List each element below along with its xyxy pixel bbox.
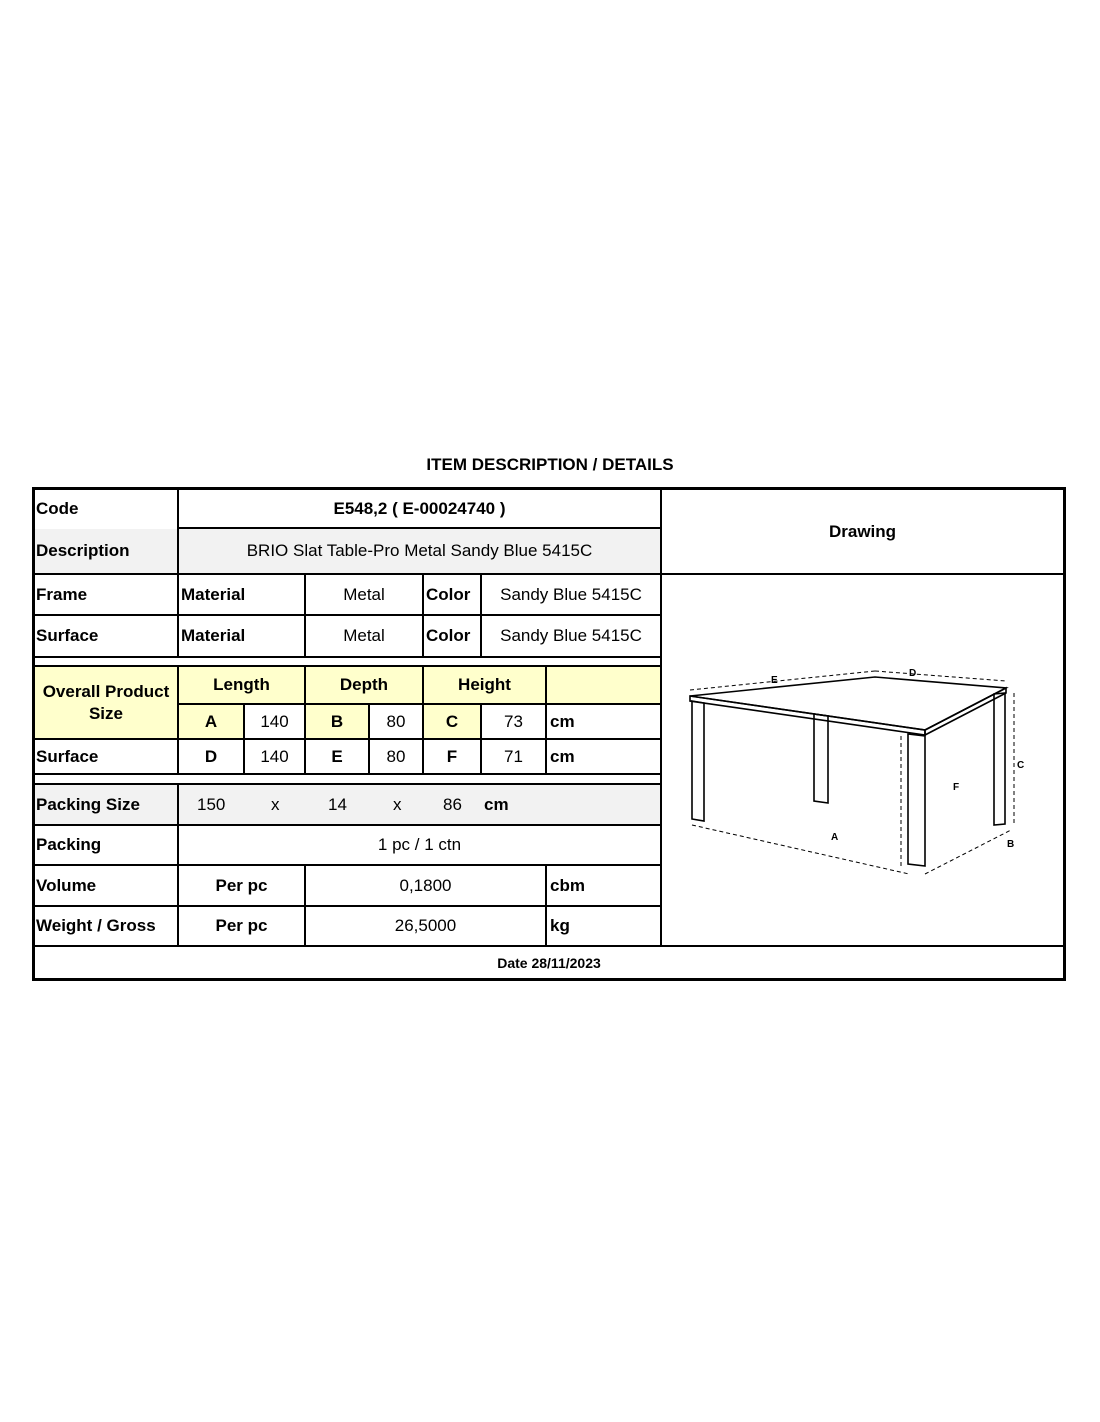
surface-material-label: Material xyxy=(181,626,246,645)
dim-d-value: 140 xyxy=(260,746,289,766)
volume-value: 0,1800 xyxy=(399,875,452,895)
surface-label: Surface xyxy=(36,626,99,645)
surface-dims-label: Surface xyxy=(36,746,99,766)
packing-size-row xyxy=(179,785,660,824)
spec-sheet xyxy=(32,487,1066,981)
tabletop-front-edge xyxy=(690,696,925,735)
dim-a-letter: A xyxy=(179,705,243,738)
description-value: BRIO Slat Table-Pro Metal Sandy Blue 5415C xyxy=(179,529,660,573)
depth-header: Depth xyxy=(306,667,422,703)
dim-a-value: 140 xyxy=(260,711,289,731)
frame-material-label: Material xyxy=(181,584,246,604)
overall-size-label: Overall Product Size xyxy=(35,667,177,738)
frame-label: Frame xyxy=(36,584,88,604)
header-blank xyxy=(547,667,660,703)
leg-front-right xyxy=(908,734,925,866)
dim-f-letter: F xyxy=(446,746,458,766)
leg-front-left xyxy=(692,701,704,821)
frame-material-value: Metal xyxy=(343,584,385,604)
weight-label: Weight / Gross xyxy=(36,916,156,935)
dim-e-value: 80 xyxy=(386,746,406,766)
drawing-letter-b: B xyxy=(1007,839,1015,850)
surface-dims-unit: cm xyxy=(550,746,575,766)
weight-unit: kg xyxy=(550,916,570,935)
weight-value: 26,5000 xyxy=(394,916,457,935)
packing-x1: x xyxy=(271,794,280,814)
leg-back-left xyxy=(814,714,828,803)
frame-color-label: Color xyxy=(426,584,471,604)
drawing-letter-d: D xyxy=(909,668,917,679)
leg-back-right xyxy=(994,693,1005,825)
dim-b-letter: B xyxy=(306,705,368,738)
length-header: Length xyxy=(179,667,304,703)
surface-material-value: Metal xyxy=(343,626,385,645)
dim-c-letter: C xyxy=(424,705,480,738)
drawing-letter-e: E xyxy=(771,675,778,686)
table-drawing xyxy=(675,660,1035,890)
drawing-letter-c: C xyxy=(1017,760,1025,771)
code-value: E548,2 ( E-00024740 ) xyxy=(333,498,506,518)
height-header: Height xyxy=(424,667,545,703)
packing-length: 150 xyxy=(197,794,226,814)
volume-per: Per pc xyxy=(215,875,268,895)
packing-size-label: Packing Size xyxy=(35,785,177,824)
dim-e-letter: E xyxy=(331,746,343,766)
dim-b-value: 80 xyxy=(386,711,406,731)
packing-label: Packing xyxy=(36,835,102,854)
description-label: Description xyxy=(35,529,177,573)
dim-d-letter: D xyxy=(204,746,218,766)
surface-color-label: Color xyxy=(426,626,471,645)
date-footer: Date 28/11/2023 xyxy=(497,954,601,971)
dim-c-value: 73 xyxy=(504,711,523,731)
drawing-letter-a: A xyxy=(831,832,839,843)
packing-x2: x xyxy=(393,794,402,814)
document-title: ITEM DESCRIPTION / DETAILS xyxy=(426,455,674,474)
volume-label: Volume xyxy=(36,875,97,895)
weight-per: Per pc xyxy=(215,916,268,935)
packing-height: 86 xyxy=(443,794,462,814)
drawing-header: Drawing xyxy=(828,521,897,541)
packing-width: 14 xyxy=(328,794,347,814)
overall-unit: cm xyxy=(550,711,575,731)
packing-value: 1 pc / 1 ctn xyxy=(377,835,462,854)
code-label: Code xyxy=(36,498,79,518)
frame-color-value: Sandy Blue 5415C xyxy=(500,584,642,604)
packing-unit: cm xyxy=(484,794,509,814)
dim-f-value: 71 xyxy=(504,746,523,766)
surface-color-value: Sandy Blue 5415C xyxy=(500,626,642,645)
drawing-letter-f: F xyxy=(953,782,960,793)
volume-unit: cbm xyxy=(550,875,585,895)
